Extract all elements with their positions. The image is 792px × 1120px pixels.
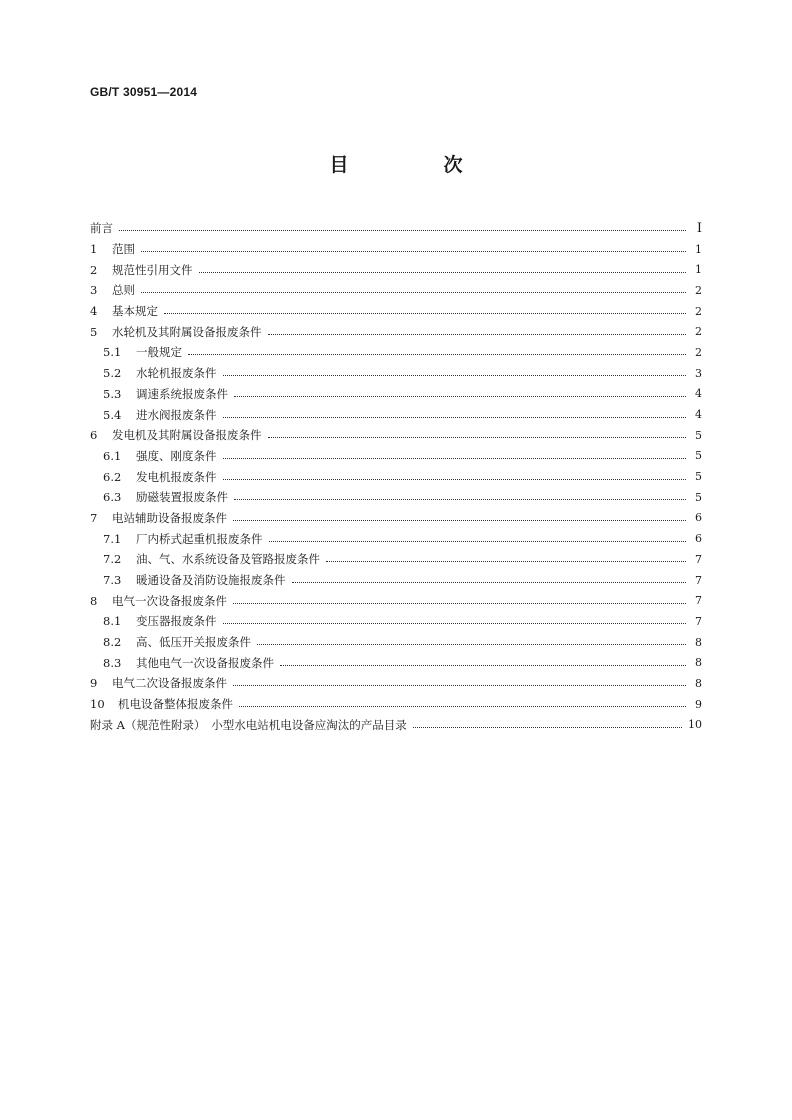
- toc-entry-number: 6.3: [103, 490, 122, 505]
- toc-leader: [234, 498, 686, 500]
- toc-subentry[interactable]: [90, 342, 702, 363]
- toc-leader: [223, 622, 687, 624]
- toc-entry[interactable]: [90, 694, 702, 715]
- toc-entry-number: 10: [90, 697, 105, 712]
- toc-leader: [292, 581, 687, 583]
- toc-entry-number: 8.2: [103, 635, 122, 650]
- toc-leader: [223, 478, 687, 480]
- toc-entry-number: 5.1: [103, 345, 122, 360]
- toc-leader: [223, 374, 687, 376]
- toc-entry[interactable]: [90, 301, 702, 322]
- toc-entry[interactable]: [90, 673, 702, 694]
- toc-entry-page: 1: [695, 242, 702, 256]
- toc-entry-number: 6.1: [103, 448, 122, 463]
- toc-leader: [119, 229, 686, 231]
- toc-entry-label: 附录 A（规范性附录） 小型水电站机电设备应淘汰的产品目录: [90, 717, 407, 732]
- toc-leader: [413, 726, 682, 728]
- toc-entry-number: 4: [90, 304, 98, 319]
- toc-leader: [233, 519, 686, 521]
- toc-entry-label: 调速系统报废条件: [136, 386, 228, 401]
- toc-entry-number: 9: [90, 676, 98, 691]
- toc-leader: [239, 705, 686, 707]
- toc-entry-page: 8: [695, 635, 702, 649]
- toc-subentry[interactable]: [90, 466, 702, 487]
- toc-entry-page: 10: [688, 718, 702, 732]
- toc-entry-page: 3: [695, 366, 702, 380]
- toc-entry-number: 7.3: [103, 573, 122, 588]
- toc-entry-number: 5: [90, 324, 98, 339]
- toc-leader: [268, 333, 687, 335]
- toc-entry-page: 7: [695, 594, 702, 608]
- toc-entry-label: 前言: [90, 221, 113, 236]
- toc-entry-page: 5: [695, 428, 702, 442]
- toc-entry[interactable]: [90, 280, 702, 301]
- toc-entry-page: 7: [695, 614, 702, 628]
- toc-subentry[interactable]: [90, 404, 702, 425]
- toc-entry-label: 一般规定: [136, 345, 182, 360]
- toc-entry-label: 水轮机报废条件: [136, 366, 217, 381]
- toc-entry-label: 强度、刚度条件: [136, 448, 217, 463]
- toc-entry-label: 总则: [112, 283, 135, 298]
- toc-entry-label: 发电机报废条件: [136, 469, 217, 484]
- toc-leader: [233, 602, 686, 604]
- toc-entry-appendix-a[interactable]: [90, 715, 702, 736]
- toc-subentry[interactable]: [90, 528, 702, 549]
- toc-leader: [233, 684, 686, 686]
- toc-entry-label: 油、气、水系统设备及管路报废条件: [136, 552, 320, 567]
- toc-subentry[interactable]: [90, 652, 702, 673]
- toc-leader: [223, 416, 687, 418]
- toc-entry-label: 范围: [112, 242, 135, 257]
- toc-entry-label: 其他电气一次设备报废条件: [136, 655, 274, 670]
- toc-entry-number: 8.1: [103, 614, 122, 629]
- toc-entry-page: 7: [695, 552, 702, 566]
- toc-entry-page: 7: [695, 573, 702, 587]
- toc-entry-page: 2: [695, 283, 702, 297]
- toc-subentry[interactable]: [90, 487, 702, 508]
- toc-entry-label: 发电机及其附属设备报废条件: [112, 428, 262, 443]
- toc-entry[interactable]: [90, 259, 702, 280]
- toc-leader: [141, 291, 686, 293]
- toc-subentry[interactable]: [90, 632, 702, 653]
- toc-leader: [268, 436, 687, 438]
- toc-entry-page: 5: [695, 490, 702, 504]
- toc-entry-number: 1: [90, 242, 98, 257]
- toc-entry-number: 8.3: [103, 655, 122, 670]
- toc-leader: [199, 271, 687, 273]
- toc-subentry[interactable]: [90, 384, 702, 405]
- toc-entry-label: 机电设备整体报废条件: [118, 697, 233, 712]
- toc-entry-number: 5.3: [103, 386, 122, 401]
- toc-entry-label: 电站辅助设备报废条件: [112, 510, 227, 525]
- toc-entry-page: 2: [695, 304, 702, 318]
- toc-entry-number: 6: [90, 428, 98, 443]
- toc-leader: [257, 643, 686, 645]
- toc-entry-page: 6: [695, 532, 702, 546]
- toc-entry[interactable]: [90, 425, 702, 446]
- toc-leader: [223, 457, 687, 459]
- toc-entry-page: Ⅰ: [696, 220, 702, 236]
- toc-subentry[interactable]: [90, 446, 702, 467]
- toc-entry-number: 6.2: [103, 469, 122, 484]
- toc-leader: [326, 560, 686, 562]
- table-of-contents: [90, 218, 702, 735]
- toc-leader: [164, 312, 686, 314]
- toc-subentry[interactable]: [90, 363, 702, 384]
- toc-leader: [141, 250, 686, 252]
- toc-entry-number: 8: [90, 593, 98, 608]
- standard-code: GB/T 30951—2014: [90, 85, 198, 99]
- toc-entry-page: 8: [695, 656, 702, 670]
- toc-entry-number: 7: [90, 510, 98, 525]
- toc-subentry[interactable]: [90, 611, 702, 632]
- toc-entry-number: 5.4: [103, 407, 122, 422]
- toc-leader: [269, 540, 687, 542]
- toc-entry-page: 2: [695, 325, 702, 339]
- toc-entry[interactable]: [90, 321, 702, 342]
- toc-subentry[interactable]: [90, 549, 702, 570]
- toc-entry[interactable]: [90, 590, 702, 611]
- toc-entry-page: 6: [695, 511, 702, 525]
- toc-entry-label: 电气一次设备报废条件: [112, 593, 227, 608]
- toc-entry-label: 电气二次设备报废条件: [112, 676, 227, 691]
- toc-leader: [280, 664, 686, 666]
- toc-entry-number: 3: [90, 283, 98, 298]
- toc-entry-label: 水轮机及其附属设备报废条件: [112, 324, 262, 339]
- toc-entry-label: 进水阀报废条件: [136, 407, 217, 422]
- toc-entry-label: 基本规定: [112, 304, 158, 319]
- toc-subentry[interactable]: [90, 570, 702, 591]
- toc-entry-label: 变压器报废条件: [136, 614, 217, 629]
- toc-entry-page: 2: [695, 345, 702, 359]
- toc-entry-number: 7.2: [103, 552, 122, 567]
- toc-entry-page: 4: [695, 408, 702, 422]
- toc-entry-label: 规范性引用文件: [112, 262, 193, 277]
- toc-leader: [188, 353, 686, 355]
- toc-entry-page: 8: [695, 676, 702, 690]
- toc-entry-page: 5: [695, 449, 702, 463]
- toc-entry-page: 5: [695, 470, 702, 484]
- toc-entry-page: 1: [695, 263, 702, 277]
- toc-entry-number: 2: [90, 262, 98, 277]
- toc-entry-label: 厂内桥式起重机报废条件: [136, 531, 263, 546]
- toc-entry-page: 9: [695, 697, 702, 711]
- toc-entry-page: 4: [695, 387, 702, 401]
- toc-entry-label: 暖通设备及消防设施报废条件: [136, 573, 286, 588]
- toc-entry-number: 5.2: [103, 366, 122, 381]
- toc-entry-foreword[interactable]: [90, 218, 702, 239]
- toc-entry-number: 7.1: [103, 531, 122, 546]
- toc-leader: [234, 395, 686, 397]
- toc-entry[interactable]: [90, 239, 702, 260]
- toc-entry[interactable]: [90, 508, 702, 529]
- page-title: 目 次: [329, 154, 501, 176]
- toc-entry-label: 高、低压开关报废条件: [136, 635, 251, 650]
- toc-entry-label: 励磁装置报废条件: [136, 490, 228, 505]
